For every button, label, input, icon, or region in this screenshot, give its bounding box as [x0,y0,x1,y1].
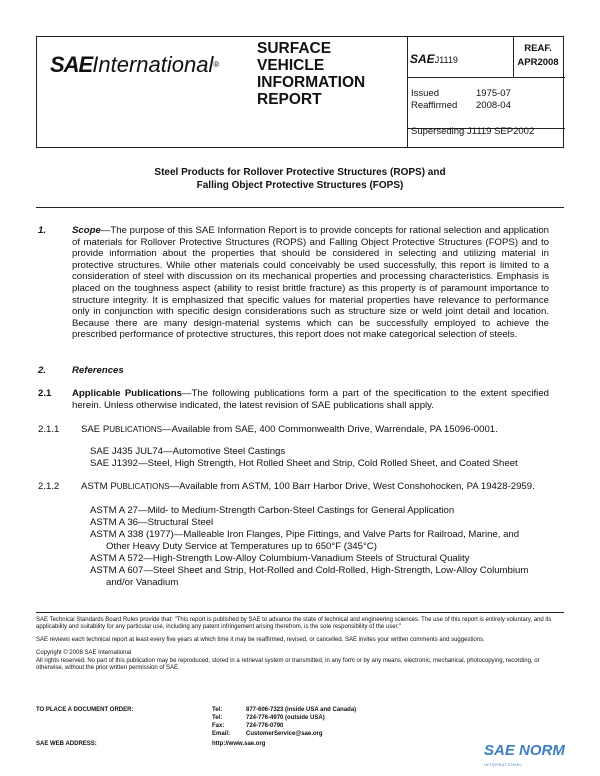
issued-value: 1975-07 [476,88,511,99]
doc-number-value: J1119 [434,55,458,65]
section-1-number: 1. [38,225,47,236]
section-1-scope [72,225,549,341]
footer-copyright: Copyright © 2008 SAE International [36,650,132,656]
report-type-line: REPORT [257,91,322,108]
title-line: Falling Object Protective Structures (FOPS) [196,180,404,191]
logo-international: International [92,52,214,77]
web-label: SAE WEB ADDRESS: [36,741,97,747]
doc-sae: SAE [410,52,435,66]
reference-item: ASTM A 572—High-Strength Low-Alloy Columbium-Vanadium Steels of Structural Quality [90,553,470,564]
section-1-text: —The purpose of this SAE Information Report is to provide concepts for rational selection and application of materials for Rollover Protective Structures (ROPS) and Falling Object Protective Structures (FOPS) and to provide information about the properties that should be considered in selecting and utilizing material in protective structures. While other materials could conceivably be used successfully, this report is limited to a consideration of steel with discussion on its mechanical properties and processing characteristics. Emphasis is placed on the toughness aspect (ability to resist brittle fracture) as this property is of paramount importance to structure integrity. It is emphasized that specific values for material properties have relevance to performance only in conjunction with specific design considerations such as structure size or weld joint detail and location. Because there are many design-material systems which can be successfully employed to achieve the prescribed performance of protective structures, this report does not make categorical selection of steels. [72,225,549,341]
sae-pub-text: —Available from SAE, 400 Commonwealth Drive, Warrendale, PA 15096-0001. [162,424,498,435]
sae-international-logo [50,52,219,78]
section-2-1 [72,388,549,411]
contact-value: 724-776-0790 [246,723,284,729]
reaffirmation-box [512,42,564,70]
section-2-title: References [72,365,124,376]
footer-rights: All rights reserved. No part of this publication may be reproduced, stored in a retrieval system or transmitted, in any form or by any means, electronic, mechanical, photocopying, recording, or otherwise, without the prior written permission of SAE. [36,658,540,672]
reaf-label: REAF. [524,43,552,54]
contact-label: Tel: [212,715,223,721]
web-address-link[interactable]: http://www.sae.org [212,741,266,747]
contact-label: Email: [212,731,231,737]
header-divider [407,37,408,148]
report-type-line: VEHICLE [257,57,325,74]
section-2-1-1 [81,424,498,436]
logo-sae: SAE [50,52,93,77]
astm-pub-lead: ASTM P [81,481,117,492]
section-2-1-2 [81,481,535,493]
logo-trademark: ® [213,60,220,69]
contact-value: 877-606-7323 (inside USA and Canada) [246,707,357,713]
reference-item: ASTM A 607—Steel Sheet and Strip, Hot-Rolled and Cold-Rolled, High-Strength, Low-Alloy Columbium [90,565,529,576]
reference-item: ASTM A 338 (1977)—Malleable Iron Flanges, Pipe Fittings, and Valve Parts for Railroad, Marine, and [90,529,520,540]
astm-pub-smallcaps: UBLICATIONS [116,482,170,491]
document-number [410,52,458,66]
document-title [36,166,564,192]
report-type-line: INFORMATION [257,74,366,91]
section-2-1-title: Applicable Publications [72,388,182,399]
order-label: TO PLACE A DOCUMENT ORDER: [36,707,134,713]
sae-pub-lead: SAE P [81,424,110,435]
superseding: Superseding J1119 SEP2002 [411,126,535,137]
sae-norm-stamp-sub: INTERNATIONAL [484,762,523,767]
astm-pub-text: —Available from ASTM, 100 Barr Harbor Drive, West Conshohocken, PA 19428-2959. [169,481,535,492]
report-type [257,40,397,108]
section-2-number: 2. [38,365,47,376]
section-1-title: Scope [72,225,101,236]
reference-item-cont: Other Heavy Duty Service at Temperatures up to 650°F (345°C) [106,541,377,552]
section-2-1-2-number: 2.1.2 [38,481,60,492]
issued-label: Issued [411,88,439,99]
sae-norm-stamp: SAE NORM [484,742,565,759]
section-2-1-text: —The following publications form a part of the specification to the extent specified herein. Unless otherwise indicated, the latest revision of SAE publications shall apply. [72,388,549,411]
contact-value: 724-776-4970 (outside USA) [246,715,325,721]
title-line: Steel Products for Rollover Protective Structures (ROPS) and [154,167,446,178]
footer-review-text: SAE reviews each technical report at least every five years at which time it may be reaffirmed, revised, or cancelled. SAE invites your written comments and suggestions. [36,637,485,643]
header-divider [407,77,565,78]
reference-item: SAE J1392—Steel, High Strength, Hot Rolled Sheet and Strip, Cold Rolled Sheet, and Coated Sheet [90,458,518,469]
footer-rule [36,612,564,613]
contact-label: Tel: [212,707,223,713]
reference-item-cont: and/or Vanadium [106,577,179,588]
section-2-1-number: 2.1 [38,388,52,399]
reference-item: SAE J435 JUL74—Automotive Steel Castings [90,446,286,457]
title-rule [36,207,564,208]
footer-rules-text: SAE Technical Standards Board Rules provide that: "This report is published by SAE to advance the state of technical and engineering sciences. The use of this report is entirely voluntary, and its applicability and suitability for any particular use, including any patent infringement arising therefrom, is the sole responsibility of the user." [36,617,552,631]
contact-label: Fax: [212,723,225,729]
reference-item: ASTM A 36—Structural Steel [90,517,214,528]
reaffirmed-label: Reaffirmed [411,100,458,111]
section-2-1-1-number: 2.1.1 [38,424,60,435]
sae-pub-smallcaps: UBLICATIONS [109,425,163,434]
reference-item: ASTM A 27—Mild- to Medium-Strength Carbon-Steel Castings for General Application [90,505,455,516]
report-type-line: SURFACE [257,40,332,57]
reaffirmed-value: 2008-04 [476,100,511,111]
reaf-date: APR2008 [517,57,559,68]
contact-value[interactable]: CustomerService@sae.org [246,731,323,737]
